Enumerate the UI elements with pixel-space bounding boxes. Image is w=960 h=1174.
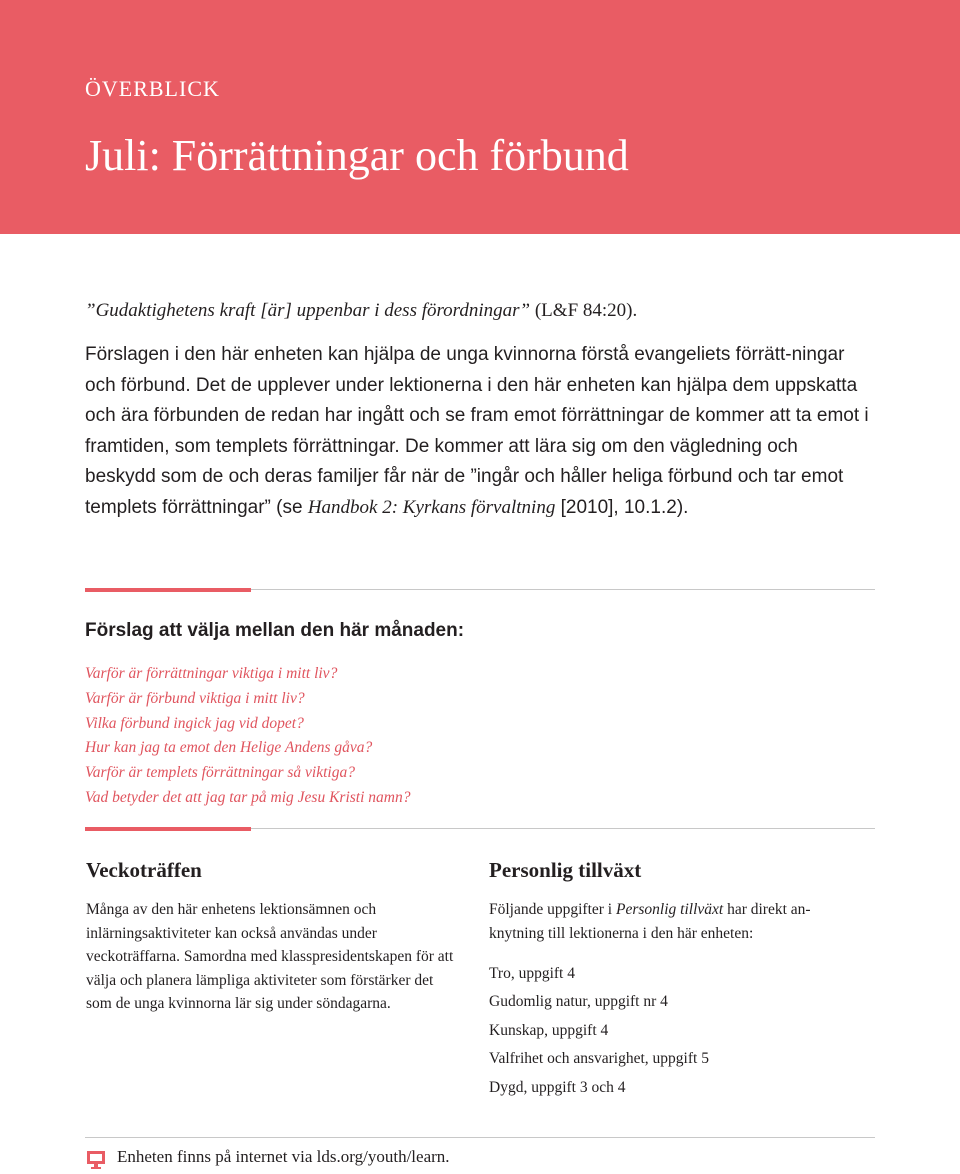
task-item: Valfrihet och ansvarighet, uppgift 5 bbox=[489, 1050, 709, 1068]
page-title: Juli: Förrättningar och förbund bbox=[85, 131, 629, 180]
accent-divider bbox=[85, 588, 251, 592]
section-kicker: ÖVERBLICK bbox=[85, 76, 220, 101]
progress-text-before: Följande uppgifter i bbox=[489, 901, 616, 918]
progress-program-name: Personlig tillväxt bbox=[616, 901, 724, 918]
task-item: Kunskap, uppgift 4 bbox=[489, 1021, 609, 1039]
personal-progress-text bbox=[489, 898, 854, 945]
question-list bbox=[85, 662, 410, 811]
task-item: Tro, uppgift 4 bbox=[489, 965, 575, 982]
weekly-activities-heading: Veckoträffen bbox=[86, 858, 202, 882]
question-item: Hur kan jag ta emot den Helige Andens gåva? bbox=[85, 739, 373, 757]
question-item: Varför är förbund viktiga i mitt liv? bbox=[85, 689, 305, 707]
accent-divider bbox=[85, 827, 251, 831]
question-item: Vad betyder det att jag tar på mig Jesu Kristi namn? bbox=[85, 788, 411, 806]
footer-divider bbox=[85, 1137, 875, 1138]
handbook-title: Handbok 2: Kyrkans förvaltning bbox=[307, 496, 556, 518]
progress-text-after: har direkt an-knytning till lektionerna i den här enheten: bbox=[489, 901, 811, 942]
intro-text-2: [2010], 10.1.2). bbox=[555, 496, 689, 518]
question-item: Varför är templets förrättningar så viktiga? bbox=[85, 764, 355, 782]
footer-text: Enheten finns på internet via lds.org/youth/learn. bbox=[117, 1147, 450, 1166]
intro-text-1: Förslagen i den här enheten kan hjälpa de unga kvinnorna förstå evangeliets förrätt-ningar och förbund. Det de upplever under lektionerna i den här enheten kan hjälpa dem uppskatta och ära förbunden de redan har ingått och se fram emot förrättningar de kommer att ta emot i framtiden, som templets förrättningar. De kommer att lära sig om den vägledning och beskydd som de och deras familjer får när de ”ingår och håller heliga förbund och tar emot templets förrättningar” (se bbox=[85, 344, 869, 518]
question-item: Varför är förrättningar viktiga i mitt liv? bbox=[85, 665, 338, 682]
quote-reference: (L&F 84:20). bbox=[530, 300, 638, 321]
weekly-activities-text: Många av den här enhetens lektionsämnen och inlärningsaktiviteter kan också användas under veckoträffarna. Samordna med klasspresidentskapen för att välja och planera lämpliga aktiviteter som förstärker det som de unga kvinnorna lär sig under söndagarna. bbox=[86, 901, 454, 1013]
suggestions-heading: Förslag att välja mellan den här månaden: bbox=[85, 620, 465, 641]
task-item: Gudomlig natur, uppgift nr 4 bbox=[489, 993, 668, 1011]
header-banner bbox=[0, 0, 960, 234]
question-item: Vilka förbund ingick jag vid dopet? bbox=[85, 714, 304, 732]
quote-text: ”Gudaktighetens kraft [är] uppenbar i dess förordningar” bbox=[85, 300, 531, 321]
scripture-quote bbox=[85, 300, 637, 322]
intro-paragraph bbox=[85, 340, 870, 523]
computer-monitor-icon bbox=[86, 1150, 106, 1170]
personal-progress-heading: Personlig tillväxt bbox=[489, 858, 642, 882]
task-list bbox=[489, 960, 709, 1102]
task-item: Dygd, uppgift 3 och 4 bbox=[489, 1078, 626, 1096]
